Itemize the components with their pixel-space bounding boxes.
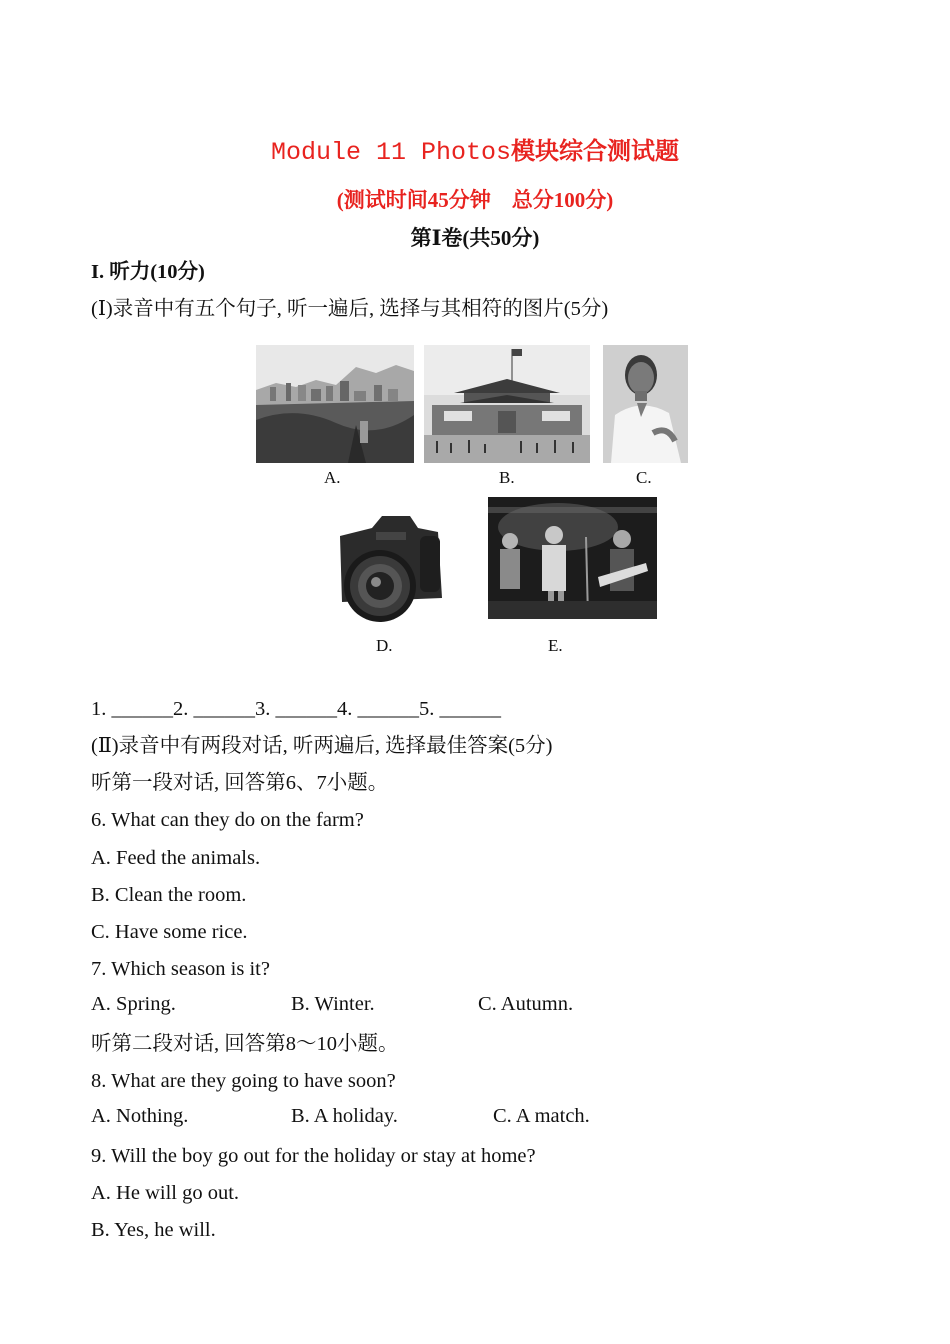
q9-option-b: B. Yes, he will. xyxy=(91,1219,216,1241)
q7-option-c: C. Autumn. xyxy=(478,993,574,1015)
caption-b: B. xyxy=(499,468,515,487)
q9-option-a: A. He will go out. xyxy=(91,1182,240,1204)
question-7: 7. Which season is it? xyxy=(91,958,270,980)
q7-option-b: B. Winter. xyxy=(291,993,375,1015)
q8-option-a: A. Nothing. xyxy=(91,1105,189,1127)
camera-photo xyxy=(332,506,446,626)
test-info: (测试时间45分钟 总分100分) xyxy=(336,188,614,212)
caption-e: E. xyxy=(548,636,563,655)
q6-option-b: B. Clean the room. xyxy=(91,884,247,906)
q7-option-a: A. Spring. xyxy=(91,993,176,1015)
question-8: 8. What are they going to have soon? xyxy=(91,1070,396,1092)
tiananmen-photo xyxy=(424,345,590,463)
rock-band-photo xyxy=(488,497,657,619)
city-skyline-photo xyxy=(256,345,414,463)
caption-c: C. xyxy=(636,468,652,487)
caption-d: D. xyxy=(376,636,393,655)
man-portrait-photo xyxy=(603,345,688,463)
q6-option-c: C. Have some rice. xyxy=(91,921,248,943)
q8-option-b: B. A holiday. xyxy=(291,1105,398,1127)
page-title xyxy=(0,131,950,167)
part1-instruction: (Ⅰ)录音中有五个句子, 听一遍后, 选择与其相符的图片(5分) xyxy=(91,298,609,320)
volume-heading: 第Ⅰ卷(共50分) xyxy=(410,226,540,250)
section-heading-listening: I. 听力(10分) xyxy=(91,261,205,283)
q6-option-a: A. Feed the animals. xyxy=(91,847,261,869)
question-9: 9. Will the boy go out for the holiday or stay at home? xyxy=(91,1145,536,1167)
dialog2-intro: 听第二段对话, 回答第8～10小题。 xyxy=(91,1033,399,1055)
title-english: Module 11 Photos xyxy=(270,138,512,167)
answer-blanks: 1. ______2. ______3. ______4. ______5. ______ xyxy=(91,698,501,720)
caption-a: A. xyxy=(324,468,341,487)
q8-option-c: C. A match. xyxy=(493,1105,590,1127)
dialog1-intro: 听第一段对话, 回答第6、7小题。 xyxy=(91,772,389,794)
question-6: 6. What can they do on the farm? xyxy=(91,809,364,831)
title-chinese: 模块综合测试题 xyxy=(511,137,680,165)
part2-instruction: (Ⅱ)录音中有两段对话, 听两遍后, 选择最佳答案(5分) xyxy=(91,735,553,757)
